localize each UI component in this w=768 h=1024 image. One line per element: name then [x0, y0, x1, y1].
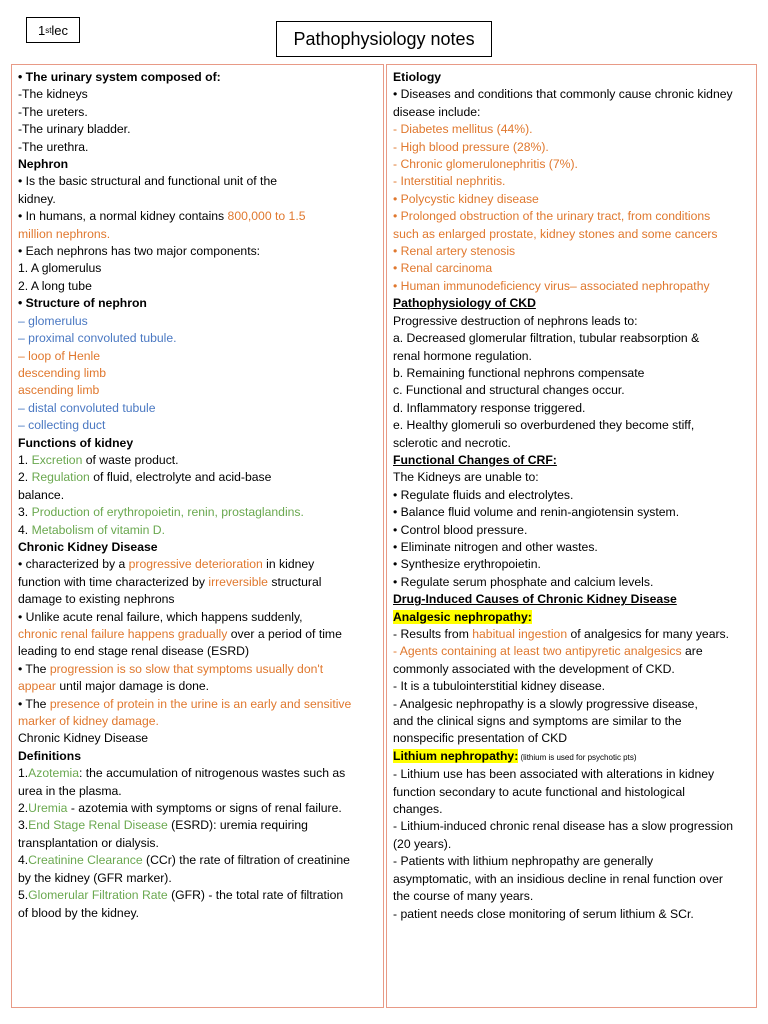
note-line: [18, 226, 377, 243]
note-text: 2.: [18, 470, 32, 485]
note-line: [18, 278, 377, 295]
note-text: • Renal artery stenosis: [393, 244, 516, 259]
note-text: habitual ingestion: [472, 627, 568, 641]
note-text: are: [681, 644, 703, 659]
note-text: - patient needs close monitoring of serum lithium & SCr.: [393, 906, 694, 921]
note-text: descending limb: [18, 365, 107, 380]
note-text: – proximal convoluted tubule.: [18, 331, 177, 346]
right-column: [386, 64, 757, 1008]
left-column: [11, 64, 384, 1008]
note-text: • In humans, a normal kidney contains: [18, 209, 228, 224]
note-text: 1. A glomerulus: [18, 261, 102, 276]
note-text: Definitions: [18, 748, 81, 763]
note-text: chronic renal failure happens gradually: [18, 627, 228, 641]
note-text: -The ureters.: [18, 104, 88, 119]
note-text: - It is a tubulointerstitial kidney disease.: [393, 679, 606, 694]
note-line: [393, 139, 750, 156]
note-text: • Regulate fluids and electrolytes.: [393, 487, 574, 502]
note-line: [393, 678, 750, 695]
note-text: c. Functional and structural changes occur.: [393, 383, 625, 398]
note-line: [18, 730, 377, 747]
note-line: [393, 417, 750, 434]
note-line: [393, 469, 750, 486]
note-line: [18, 696, 377, 713]
note-text: -The urinary bladder.: [18, 122, 131, 137]
note-line: [393, 504, 750, 521]
note-line: [393, 69, 750, 86]
note-text: – glomerulus: [18, 313, 88, 328]
note-line: [393, 591, 750, 608]
note-line: [393, 801, 750, 818]
note-text: balance.: [18, 487, 65, 502]
note-text: Functional Changes of CRF:: [393, 452, 557, 467]
note-text: • Regulate serum phosphate and calcium levels.: [393, 574, 654, 589]
note-text: (lithium is used for psychotic pts): [518, 752, 637, 762]
note-line: [393, 609, 750, 626]
note-line: [393, 487, 750, 504]
note-text: over a period of time: [227, 627, 342, 641]
note-text: of waste product.: [82, 452, 179, 467]
note-text: and the clinical signs and symptoms are similar to the: [393, 714, 682, 729]
note-line: [393, 191, 750, 208]
note-line: [18, 208, 377, 225]
note-text: function with time characterized by: [18, 574, 209, 589]
note-text: Functions of kidney: [18, 435, 134, 450]
note-line: [18, 400, 377, 417]
note-line: [393, 643, 750, 660]
note-line: [18, 643, 377, 660]
note-text: d. Inflammatory response triggered.: [393, 400, 586, 415]
note-text: renal hormone regulation.: [393, 348, 532, 363]
note-line: [18, 905, 377, 922]
note-line: [18, 765, 377, 782]
note-line: [18, 626, 377, 643]
note-text: by the kidney (GFR marker).: [18, 870, 172, 885]
note-line: [18, 260, 377, 277]
note-line: [393, 243, 750, 260]
lecture-suffix: lec: [51, 22, 69, 38]
note-text: - azotemia with symptoms or signs of renal failure.: [67, 801, 342, 816]
note-line: [18, 121, 377, 138]
note-line: [18, 835, 377, 852]
note-text: - Chronic glomerulonephritis (7%).: [393, 157, 578, 172]
note-text: - Lithium use has been associated with alterations in kidney: [393, 767, 715, 782]
note-line: [18, 139, 377, 156]
note-line: [393, 906, 750, 923]
note-text: • Prolonged obstruction of the urinary tract, from conditions: [393, 209, 711, 224]
note-line: [18, 556, 377, 573]
note-text: sclerotic and necrotic.: [393, 435, 511, 450]
note-text: • Polycystic kidney disease: [393, 191, 539, 206]
note-line: [393, 871, 750, 888]
note-text: of blood by the kidney.: [18, 905, 140, 920]
note-text: - Diabetes mellitus (44%).: [393, 122, 533, 137]
note-line: [393, 330, 750, 347]
note-text: asymptomatic, with an insidious decline in renal function over: [393, 871, 723, 886]
note-text: • Balance fluid volume and renin-angiotensin system.: [393, 505, 680, 520]
note-line: [393, 348, 750, 365]
note-text: • The urinary system composed of:: [18, 70, 221, 84]
note-text: 3.: [18, 505, 32, 520]
note-line: [393, 313, 750, 330]
note-line: [18, 313, 377, 330]
note-text: • Control blood pressure.: [393, 522, 528, 537]
note-line: [393, 156, 750, 173]
note-line: [393, 574, 750, 591]
note-text: : the accumulation of nitrogenous wastes such as: [78, 766, 346, 781]
note-text: 4.: [18, 522, 32, 537]
note-text: • characterized by a: [18, 557, 129, 572]
note-text: b. Remaining functional nephrons compensate: [393, 365, 645, 380]
note-text: 2. A long tube: [18, 278, 92, 293]
note-line: [18, 452, 377, 469]
note-text: Analgesic nephropathy:: [393, 609, 532, 624]
note-text: • Renal carcinoma: [393, 261, 493, 276]
note-line: [18, 661, 377, 678]
note-line: [18, 817, 377, 834]
note-line: [18, 748, 377, 765]
note-line: [18, 173, 377, 190]
note-text: appear: [18, 679, 56, 694]
lecture-ordinal: st: [45, 25, 52, 35]
note-line: [393, 260, 750, 277]
note-line: [393, 400, 750, 417]
note-text: • Synthesize erythropoietin.: [393, 557, 541, 572]
note-line: [393, 86, 750, 103]
note-text: progressive deterioration: [128, 557, 263, 572]
note-text: transplantation or dialysis.: [18, 835, 159, 850]
note-text: the course of many years.: [393, 889, 534, 904]
note-text: commonly associated with the development of CKD.: [393, 661, 675, 676]
note-line: [393, 173, 750, 190]
note-text: of analgesics for many years.: [567, 627, 730, 641]
note-text: • Eliminate nitrogen and other wastes.: [393, 539, 598, 554]
note-line: [18, 295, 377, 312]
note-text: - Agents containing at least two antipyretic analgesics: [393, 644, 682, 659]
note-line: [393, 888, 750, 905]
note-text: Uremia: [28, 801, 68, 816]
note-line: [393, 382, 750, 399]
note-text: (GFR) - the total rate of filtration: [167, 888, 344, 903]
note-line: [393, 626, 750, 643]
note-text: leading to end stage renal disease (ESRD): [18, 644, 250, 659]
note-line: [393, 713, 750, 730]
note-text: - Patients with lithium nephropathy are generally: [393, 854, 654, 869]
note-line: [18, 539, 377, 556]
note-line: [18, 330, 377, 347]
note-line: [18, 591, 377, 608]
note-text: – loop of Henle: [18, 348, 100, 363]
note-text: damage to existing nephrons: [18, 592, 175, 607]
note-text: 1.: [18, 452, 32, 467]
note-text: - Analgesic nephropathy is a slowly progressive disease,: [393, 696, 698, 711]
note-text: The Kidneys are unable to:: [393, 470, 539, 485]
note-text: presence of protein in the urine is an early and sensitive: [49, 696, 352, 711]
note-line: [18, 783, 377, 800]
note-text: Chronic Kidney Disease: [18, 731, 149, 746]
note-line: [18, 870, 377, 887]
note-text: – distal convoluted tubule: [18, 400, 156, 415]
lecture-number: 1: [37, 22, 46, 38]
note-text: -The urethra.: [18, 139, 89, 154]
note-text: End Stage Renal Disease: [28, 818, 168, 833]
note-text: • The: [18, 661, 50, 676]
note-line: [18, 522, 377, 539]
note-line: [393, 836, 750, 853]
note-text: - High blood pressure (28%).: [393, 139, 549, 154]
note-line: [393, 104, 750, 121]
note-line: [18, 504, 377, 521]
note-line: [18, 887, 377, 904]
note-text: such as enlarged prostate, kidney stones and some cancers: [393, 226, 718, 241]
note-line: [18, 713, 377, 730]
note-line: [18, 243, 377, 260]
note-text: • Unlike acute renal failure, which happens suddenly,: [18, 609, 303, 624]
note-text: • Is the basic structural and functional unit of the: [18, 174, 277, 189]
note-line: [18, 348, 377, 365]
note-text: Creatinine Clearance: [28, 853, 143, 868]
note-line: [18, 852, 377, 869]
note-text: Chronic Kidney Disease: [18, 539, 158, 554]
note-text: - Results from: [393, 627, 473, 641]
note-line: [393, 226, 750, 243]
note-line: [393, 766, 750, 783]
note-line: [393, 208, 750, 225]
note-line: [18, 435, 377, 452]
note-line: [18, 469, 377, 486]
note-text: structural: [267, 574, 322, 589]
note-text: Glomerular Filtration Rate: [28, 888, 168, 903]
note-text: Regulation: [31, 470, 90, 485]
note-line: [393, 818, 750, 835]
note-text: marker of kidney damage.: [18, 714, 159, 729]
note-text: disease include:: [393, 104, 481, 119]
note-line: [18, 69, 377, 86]
note-line: [393, 452, 750, 469]
note-line: [18, 574, 377, 591]
note-text: 5.: [18, 888, 29, 903]
note-text: function secondary to acute functional and histological: [393, 784, 686, 799]
note-text: (ESRD): uremia requiring: [167, 818, 308, 833]
note-line: [393, 748, 750, 766]
note-text: 3.: [18, 818, 29, 833]
note-text: Progressive destruction of nephrons leads to:: [393, 313, 638, 328]
note-line: [18, 800, 377, 817]
note-line: [393, 853, 750, 870]
note-text: Azotemia: [28, 766, 79, 781]
note-text: • Each nephrons has two major components:: [18, 244, 261, 259]
lecture-number-box: [26, 17, 80, 43]
note-text: in kidney: [262, 557, 315, 572]
note-line: [393, 435, 750, 452]
note-line: [393, 295, 750, 312]
note-line: [18, 86, 377, 103]
note-text: Pathophysiology of CKD: [393, 296, 536, 311]
note-text: Etiology: [393, 70, 442, 84]
note-text: • Structure of nephron: [18, 296, 147, 311]
note-line: [393, 556, 750, 573]
note-text: kidney.: [18, 191, 56, 206]
note-text: Production of erythropoietin, renin, prostaglandins.: [31, 505, 304, 520]
note-text: urea in the plasma.: [18, 783, 122, 798]
note-line: [18, 417, 377, 434]
note-text: e. Healthy glomeruli so overburdened they become stiff,: [393, 418, 695, 433]
note-text: million nephrons.: [18, 226, 111, 241]
note-text: a. Decreased glomerular filtration, tubular reabsorption &: [393, 331, 700, 346]
note-text: 800,000 to 1.5: [227, 209, 306, 224]
note-text: - Interstitial nephritis.: [393, 174, 506, 189]
note-text: nonspecific presentation of CKD: [393, 731, 568, 746]
note-line: [393, 278, 750, 295]
note-line: [18, 382, 377, 399]
note-line: [18, 191, 377, 208]
note-text: Lithium nephropathy:: [393, 748, 519, 763]
note-text: Nephron: [18, 157, 69, 172]
note-text: until major damage is done.: [55, 679, 210, 694]
note-text: changes.: [393, 802, 443, 817]
note-text: • Human immunodeficiency virus– associated nephropathy: [393, 278, 710, 293]
note-text: (CCr) the rate of filtration of creatinine: [142, 853, 350, 868]
note-text: • The: [18, 696, 50, 711]
note-text: of fluid, electrolyte and acid-base: [89, 470, 272, 485]
note-text: ascending limb: [18, 383, 100, 398]
note-text: -The kidneys: [18, 87, 88, 102]
note-line: [393, 784, 750, 801]
note-text: irreversible: [208, 574, 268, 589]
note-text: 4.: [18, 853, 29, 868]
note-line: [393, 522, 750, 539]
note-text: 1.: [18, 766, 29, 781]
note-line: [393, 539, 750, 556]
note-line: [393, 696, 750, 713]
note-text: – collecting duct: [18, 418, 106, 433]
note-line: [18, 104, 377, 121]
note-text: Drug-Induced Causes of Chronic Kidney Disease: [393, 592, 677, 607]
note-line: [393, 121, 750, 138]
note-text: Excretion: [31, 452, 83, 467]
note-line: [18, 365, 377, 382]
note-text: - Lithium-induced chronic renal disease has a slow progression: [393, 819, 734, 834]
note-text: progression is so slow that symptoms usually don't: [49, 661, 324, 676]
note-text: Metabolism of vitamin D.: [31, 522, 165, 537]
note-line: [18, 487, 377, 504]
note-text: 2.: [18, 801, 29, 816]
note-text: (20 years).: [393, 836, 452, 851]
note-line: [393, 730, 750, 747]
page-title: Pathophysiology notes: [276, 21, 492, 57]
note-line: [18, 156, 377, 173]
note-text: • Diseases and conditions that commonly cause chronic kidney: [393, 87, 733, 102]
note-line: [18, 678, 377, 695]
note-line: [18, 609, 377, 626]
note-line: [393, 661, 750, 678]
note-line: [393, 365, 750, 382]
